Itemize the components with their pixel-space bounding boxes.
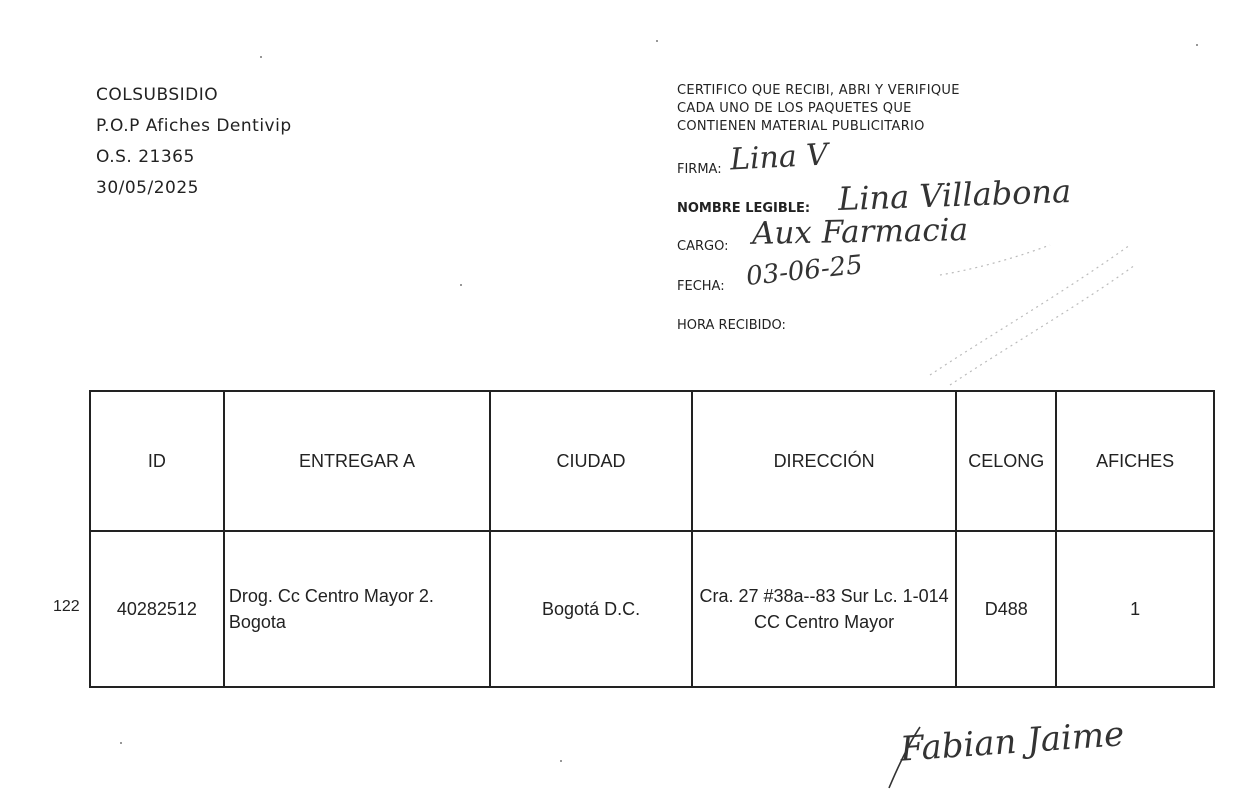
certificate-text	[677, 82, 960, 136]
scan-speck	[460, 284, 462, 286]
firma-label: FIRMA:	[677, 162, 722, 177]
firma-signature: Lina V	[729, 137, 829, 178]
column-header-direccion: DIRECCIÓN	[692, 391, 956, 531]
table-header-row	[90, 391, 1214, 531]
sender-block	[96, 80, 292, 204]
column-header-entregar-a: ENTREGAR A	[224, 391, 490, 531]
column-header-id: ID	[90, 391, 224, 531]
scan-speck	[1196, 44, 1198, 46]
cell-afiches: 1	[1056, 531, 1214, 687]
nombre-handwritten: Lina Villabona	[837, 171, 1072, 219]
cell-entregar-a: Drog. Cc Centro Mayor 2. Bogota	[224, 531, 490, 687]
document-date: 30/05/2025	[96, 178, 199, 198]
cell-id: 40282512	[90, 531, 224, 687]
delivery-table	[89, 390, 1215, 688]
courier-signature: Fabian Jaime	[898, 714, 1126, 770]
company-name: COLSUBSIDIO	[96, 85, 219, 105]
fecha-handwritten: 03-06-25	[744, 249, 865, 293]
scan-speck	[656, 40, 658, 42]
scan-speck	[560, 760, 562, 762]
signature-stroke	[885, 722, 925, 792]
column-header-celong: CELONG	[956, 391, 1056, 531]
order-number: O.S. 21365	[96, 147, 195, 167]
certificate-line: CONTIENEN MATERIAL PUBLICITARIO	[677, 119, 925, 134]
item-description: P.O.P Afiches Dentivip	[96, 116, 292, 136]
scan-speck	[120, 742, 122, 744]
cargo-label: CARGO:	[677, 239, 729, 254]
column-header-afiches: AFICHES	[1056, 391, 1214, 531]
cell-ciudad: Bogotá D.C.	[490, 531, 692, 687]
cargo-handwritten: Aux Farmacia	[751, 212, 969, 252]
cell-direccion: Cra. 27 #38a--83 Sur Lc. 1-014 CC Centro Mayor	[692, 531, 956, 687]
cell-celong: D488	[956, 531, 1056, 687]
faded-stamp	[910, 215, 1140, 395]
column-header-ciudad: CIUDAD	[490, 391, 692, 531]
scan-speck	[260, 56, 262, 58]
nombre-label: NOMBRE LEGIBLE:	[677, 201, 811, 216]
certificate-line: CERTIFICO QUE RECIBI, ABRI Y VERIFIQUE	[677, 83, 960, 98]
hora-label: HORA RECIBIDO:	[677, 318, 786, 333]
table-row	[90, 531, 1214, 687]
fecha-label: FECHA:	[677, 279, 725, 294]
certificate-line: CADA UNO DE LOS PAQUETES QUE	[677, 101, 912, 116]
row-number: 122	[53, 598, 80, 615]
